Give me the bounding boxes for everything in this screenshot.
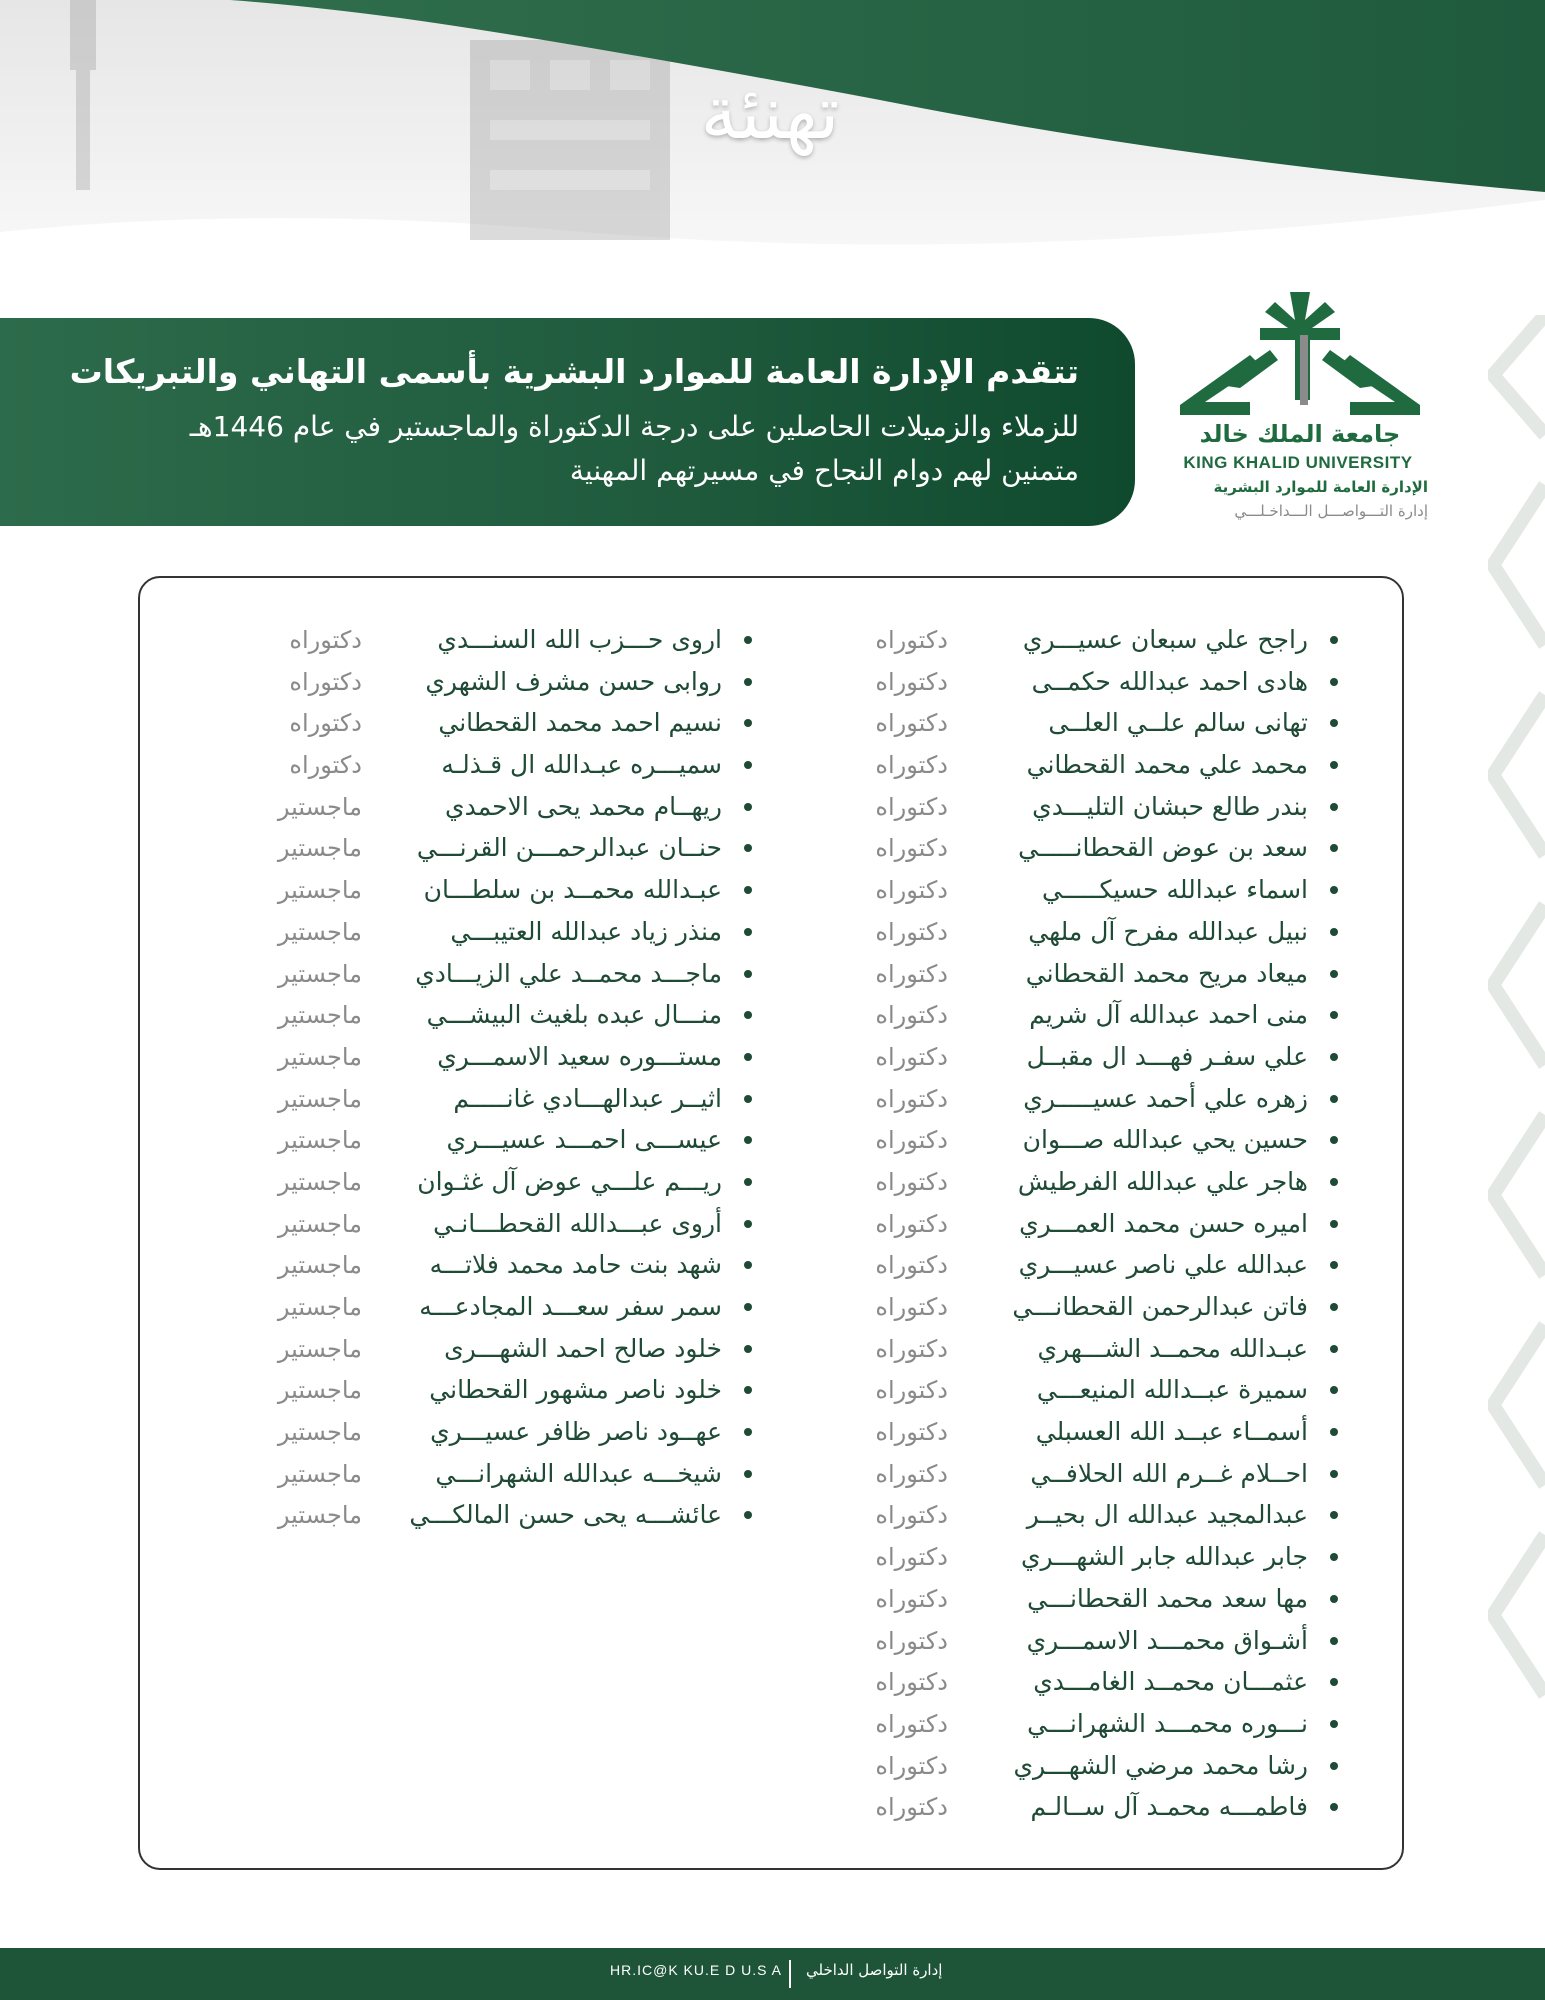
graduate-degree: دكتوراه — [875, 1084, 948, 1113]
graduate-degree: دكتوراه — [875, 751, 948, 780]
graduate-name: ريـــم علـــي عوض آل غثـوان — [417, 1166, 722, 1196]
graduate-name: سعد بن عوض القحطانـــــي — [1018, 833, 1308, 863]
list-item — [778, 1456, 1338, 1498]
graduate-name: أشـواق محمـــد الاسمـــري — [1026, 1625, 1308, 1655]
bullet-icon — [1330, 1553, 1338, 1561]
bullet-icon — [1330, 1803, 1338, 1811]
bullet-icon — [744, 928, 752, 936]
list-item — [192, 1247, 752, 1289]
list-item — [192, 1456, 752, 1498]
bullet-icon — [744, 636, 752, 644]
bullet-icon — [1330, 1678, 1338, 1686]
graduate-name: عهــود ناصر ظافر عسيـــري — [430, 1417, 722, 1447]
announcement-banner — [0, 318, 1135, 526]
bullet-icon — [1330, 928, 1338, 936]
list-item — [192, 1039, 752, 1081]
graduate-degree: ماجستير — [277, 1251, 362, 1280]
footer-department: إدارة التواصل الداخلي — [806, 1961, 943, 1979]
graduate-name: عبدالله علي ناصر عسيـــري — [1018, 1250, 1308, 1280]
graduate-degree: ماجستير — [277, 834, 362, 863]
graduate-name: عثمـــان محمــد الغامـــدي — [1033, 1667, 1308, 1697]
bullet-icon — [744, 1303, 752, 1311]
graduate-name: منى احمد عبدالله آل شريم — [1029, 1000, 1308, 1030]
list-item — [778, 1748, 1338, 1790]
graduate-name: بندر طالع حبشان التليـــدي — [1032, 791, 1308, 821]
list-item — [192, 1372, 752, 1414]
logo-department: الإدارة العامة للموارد البشرية — [1213, 478, 1428, 496]
bullet-icon — [1330, 970, 1338, 978]
graduate-name: أروى عبـــدالله القحطـــانـي — [433, 1208, 722, 1238]
graduate-degree: دكتوراه — [875, 667, 948, 696]
bullet-icon — [744, 1136, 752, 1144]
list-item — [778, 1289, 1338, 1331]
list-item — [778, 1581, 1338, 1623]
list-item — [778, 1372, 1338, 1414]
graduate-degree: دكتوراه — [289, 626, 362, 654]
list-item — [778, 1497, 1338, 1539]
graduate-degree: دكتوراه — [875, 1293, 948, 1321]
list-item — [778, 1039, 1338, 1081]
bullet-icon — [744, 1220, 752, 1228]
list-item — [192, 1164, 752, 1206]
list-item — [778, 1539, 1338, 1581]
list-item — [778, 789, 1338, 831]
list-item — [192, 997, 752, 1039]
graduate-degree: دكتوراه — [875, 1459, 948, 1488]
list-item — [192, 705, 752, 747]
list-item — [192, 830, 752, 872]
list-item — [192, 1414, 752, 1456]
bullet-icon — [1330, 1136, 1338, 1144]
list-item — [778, 705, 1338, 747]
graduate-degree: ماجستير — [277, 1501, 362, 1530]
bullet-icon — [1330, 1470, 1338, 1478]
graduate-degree: دكتوراه — [875, 1626, 948, 1655]
bullet-icon — [1330, 1720, 1338, 1728]
graduate-degree: دكتوراه — [875, 959, 948, 988]
graduate-name: خلود صالح احمد الشهـــرى — [444, 1333, 722, 1363]
bullet-icon — [1330, 803, 1338, 811]
list-item — [778, 1331, 1338, 1373]
bullet-icon — [744, 761, 752, 769]
graduate-name: شهد بنت حامد محمد فلاتـــه — [429, 1250, 722, 1280]
banner-subtitle-1: للزملاء والزميلات الحاصلين على درجة الدكتوراة والماجستير في عام 1446هـ — [189, 410, 1079, 443]
list-item — [192, 622, 752, 664]
list-item — [778, 830, 1338, 872]
graduate-degree: دكتوراه — [875, 1376, 948, 1405]
bullet-icon — [744, 1428, 752, 1436]
footer-bar — [0, 1948, 1545, 2000]
graduate-degree: دكتوراه — [875, 1001, 948, 1030]
graduate-degree: دكتوراه — [289, 751, 362, 780]
bullet-icon — [1330, 1345, 1338, 1353]
list-item — [778, 1623, 1338, 1665]
graduate-name: مها سعد محمد القحطانـــي — [1027, 1583, 1308, 1613]
graduate-name: اروى حـــزب الله السنـــدي — [437, 625, 722, 654]
bullet-icon — [744, 1178, 752, 1186]
graduate-degree: دكتوراه — [289, 709, 362, 738]
bullet-icon — [1330, 761, 1338, 769]
graduate-name: فاطمـــه محمـد آل ســالـم — [1030, 1792, 1308, 1822]
graduate-name: اثيــر عبدالهـــادي غانـــــم — [453, 1083, 722, 1113]
graduate-degree: ماجستير — [277, 1001, 362, 1030]
bullet-icon — [744, 1261, 752, 1269]
bullet-icon — [1330, 1595, 1338, 1603]
list-item — [192, 1497, 752, 1539]
bullet-icon — [744, 1011, 752, 1019]
list-item — [778, 1122, 1338, 1164]
graduate-degree: دكتوراه — [875, 1251, 948, 1280]
list-item — [192, 789, 752, 831]
graduate-name: عبدالمجيد عبدالله ال بحيــر — [1026, 1500, 1308, 1530]
list-item — [778, 622, 1338, 664]
list-item — [192, 872, 752, 914]
graduate-degree: دكتوراه — [875, 834, 948, 863]
graduate-degree: دكتوراه — [875, 876, 948, 905]
bullet-icon — [1330, 1637, 1338, 1645]
graduate-name: ريهــام محمد يحى الاحمدي — [445, 791, 722, 821]
graduate-name: شيخـــه عبدالله الشهرانـــي — [435, 1458, 722, 1488]
list-item — [778, 1706, 1338, 1748]
bullet-icon — [744, 1511, 752, 1519]
graduate-degree: ماجستير — [277, 917, 362, 946]
list-item — [192, 664, 752, 706]
graduate-degree: دكتوراه — [875, 1751, 948, 1780]
graduate-name: منـــال عبده بلغيث البيشـــي — [426, 1000, 722, 1030]
graduate-degree: دكتوراه — [875, 1334, 948, 1363]
list-item — [778, 1081, 1338, 1123]
graduate-degree: دكتوراه — [875, 1543, 948, 1572]
graduate-degree: دكتوراه — [875, 1501, 948, 1530]
list-item — [192, 1331, 752, 1373]
graduate-name: احــلام غــرم الله الحلافــي — [1030, 1458, 1308, 1488]
list-item — [778, 914, 1338, 956]
bullet-icon — [744, 844, 752, 852]
bullet-icon — [1330, 1178, 1338, 1186]
graduate-name: زهره علي أحمد عسيـــــري — [1023, 1083, 1308, 1113]
banner-headline: تتقدم الإدارة العامة للموارد البشرية بأسمى التهاني والتبريكات — [69, 352, 1079, 391]
graduates-list-box — [138, 576, 1404, 1870]
graduate-degree: دكتوراه — [875, 1668, 948, 1697]
graduate-degree: دكتوراه — [289, 667, 362, 696]
graduate-name: فاتن عبدالرحمن القحطانـــي — [1012, 1292, 1308, 1321]
list-item — [778, 1206, 1338, 1248]
bullet-icon — [744, 678, 752, 686]
graduate-name: حنــان عبدالرحمـــن القرنـــي — [416, 833, 722, 863]
bullet-icon — [744, 803, 752, 811]
graduate-degree: دكتوراه — [875, 626, 948, 654]
graduate-name: نبيل عبدالله مفرح آل ملهي — [1028, 916, 1308, 946]
graduate-degree: ماجستير — [277, 1459, 362, 1488]
graduate-name: نسيم احمد محمد القحطاني — [438, 708, 722, 738]
list-item — [778, 997, 1338, 1039]
bullet-icon — [1330, 1220, 1338, 1228]
banner-subtitle-2: متمنين لهم دوام النجاح في مسيرتهم المهنية — [569, 454, 1079, 487]
bullet-icon — [744, 970, 752, 978]
list-item — [778, 1164, 1338, 1206]
graduate-name: سميـــره عبـدالله ال قـذلـه — [441, 750, 722, 780]
graduate-name: عبـدالله محمــد بن سلطـــان — [423, 875, 722, 905]
graduate-name: حسين يحي عبدالله صـــوان — [1022, 1125, 1308, 1155]
bullet-icon — [1330, 678, 1338, 686]
list-item — [192, 747, 752, 789]
graduate-name: مستـــوره سعيد الاسمـــري — [437, 1041, 722, 1071]
graduate-name: راجح علي سبعان عسيـــري — [1022, 625, 1308, 654]
graduate-degree: دكتوراه — [875, 1709, 948, 1738]
graduate-degree: دكتوراه — [875, 1126, 948, 1155]
graduate-degree: ماجستير — [277, 1126, 362, 1155]
list-item — [778, 664, 1338, 706]
graduate-name: رشا محمد مرضي الشهـــري — [1013, 1750, 1308, 1780]
footer-email[interactable]: HR.IC@K KU.E D U.S A — [610, 1962, 782, 1978]
list-item — [192, 1122, 752, 1164]
footer-divider — [789, 1960, 791, 1988]
logo-arabic-name: جامعة الملك خالد — [1199, 420, 1401, 448]
graduate-degree: دكتوراه — [875, 917, 948, 946]
graduate-name: منذر زياد عبدالله العتيبـــي — [450, 916, 722, 946]
graduate-degree: دكتوراه — [875, 1584, 948, 1613]
graduate-name: أسمــاء عبــد الله العسبلي — [1035, 1417, 1308, 1447]
graduate-degree: ماجستير — [277, 1209, 362, 1238]
graduate-degree: ماجستير — [277, 1167, 362, 1196]
logo-english-name: KING KHALID UNIVERSITY — [1183, 453, 1413, 472]
list-item — [778, 1789, 1338, 1831]
logo-unit: إدارة التـــواصـــل الـــداخـلـــي — [1234, 502, 1428, 520]
list-item — [192, 1289, 752, 1331]
bullet-icon — [744, 1095, 752, 1103]
graduates-column-left — [192, 622, 752, 1539]
graduate-degree: ماجستير — [277, 1084, 362, 1113]
graduate-name: سمر سفر سعـــد المجادعـــه — [419, 1292, 722, 1321]
list-item — [778, 1247, 1338, 1289]
graduate-degree: دكتوراه — [875, 709, 948, 738]
graduate-degree: ماجستير — [277, 876, 362, 905]
bullet-icon — [1330, 1762, 1338, 1770]
graduate-name: تهانى سالم علــي العلــى — [1048, 708, 1308, 738]
graduate-name: عيســـى احمـــد عسيـــري — [446, 1125, 722, 1155]
graduate-degree: ماجستير — [277, 1042, 362, 1071]
graduate-degree: دكتوراه — [875, 1042, 948, 1071]
graduate-degree: ماجستير — [277, 959, 362, 988]
bullet-icon — [1330, 1386, 1338, 1394]
graduate-degree: دكتوراه — [875, 1209, 948, 1238]
bullet-icon — [744, 1386, 752, 1394]
graduate-degree: ماجستير — [277, 1418, 362, 1447]
bullet-icon — [1330, 1011, 1338, 1019]
bullet-icon — [1330, 1303, 1338, 1311]
graduate-name: عائشـــه يحى حسن المالكـــي — [409, 1500, 722, 1530]
bullet-icon — [1330, 636, 1338, 644]
bullet-icon — [1330, 1261, 1338, 1269]
list-item — [192, 914, 752, 956]
graduate-name: ماجـــد محمــد علي الزيـــادي — [415, 958, 722, 988]
graduate-name: هادى احمد عبدالله حكمــى — [1031, 666, 1308, 696]
bullet-icon — [744, 719, 752, 727]
list-item — [778, 872, 1338, 914]
graduate-degree: دكتوراه — [875, 792, 948, 821]
graduate-name: روابى حسن مشرف الشهري — [425, 666, 722, 696]
list-item — [192, 1081, 752, 1123]
bullet-icon — [1330, 1511, 1338, 1519]
graduate-name: خلود ناصر مشهور القحطاني — [429, 1375, 722, 1405]
bullet-icon — [1330, 1053, 1338, 1061]
graduate-degree: دكتوراه — [875, 1167, 948, 1196]
graduate-name: اميره حسن محمد العمـــري — [1019, 1208, 1308, 1238]
graduate-name: محمد علي محمد القحطاني — [1026, 750, 1308, 780]
graduate-name: اسماء عبدالله حسيكـــــي — [1041, 875, 1308, 905]
graduate-degree: ماجستير — [277, 1376, 362, 1405]
university-logo — [1160, 290, 1440, 530]
bullet-icon — [1330, 1095, 1338, 1103]
bullet-icon — [1330, 886, 1338, 894]
graduate-name: عبـدالله محمــد الشـــهري — [1037, 1333, 1308, 1363]
graduate-degree: ماجستير — [277, 1293, 362, 1321]
bullet-icon — [744, 1053, 752, 1061]
graduate-name: نـــوره محمـــد الشهرانـــي — [1027, 1708, 1308, 1738]
list-item — [192, 956, 752, 998]
bullet-icon — [1330, 1428, 1338, 1436]
list-item — [778, 1414, 1338, 1456]
list-item — [192, 1206, 752, 1248]
bullet-icon — [744, 1345, 752, 1353]
graduates-column-right — [778, 622, 1338, 1831]
logo-emblem-icon — [1160, 290, 1440, 430]
bullet-icon — [1330, 844, 1338, 852]
graduate-name: جابر عبدالله جابر الشهـــري — [1020, 1542, 1308, 1572]
side-chevron-pattern — [1488, 315, 1545, 1735]
bullet-icon — [1330, 719, 1338, 727]
graduate-name: سميرة عبــدالله المنيعـــي — [1036, 1375, 1308, 1405]
list-item — [778, 1664, 1338, 1706]
graduate-name: ميعاد مريح محمد القحطاني — [1025, 958, 1308, 988]
graduate-degree: ماجستير — [277, 792, 362, 821]
list-item — [778, 747, 1338, 789]
graduate-name: علي سفـر فهـــد ال مقبــل — [1026, 1041, 1308, 1071]
graduate-degree: دكتوراه — [875, 1418, 948, 1447]
page-title: تهنئة — [700, 70, 840, 156]
graduate-name: هاجر علي عبدالله الفرطيش — [1017, 1166, 1308, 1196]
graduate-degree: ماجستير — [277, 1334, 362, 1363]
bullet-icon — [744, 1470, 752, 1478]
list-item — [778, 956, 1338, 998]
bullet-icon — [744, 886, 752, 894]
graduate-degree: دكتوراه — [875, 1793, 948, 1822]
